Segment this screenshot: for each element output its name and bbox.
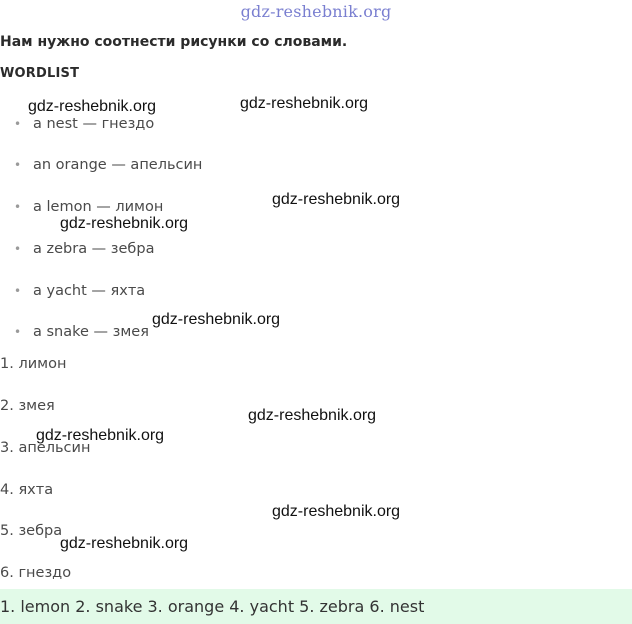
picture-item: 1. лимон xyxy=(0,356,67,372)
bullet-icon: • xyxy=(14,158,22,172)
list-item xyxy=(14,116,154,132)
word-pair: a lemon — лимон xyxy=(33,199,164,215)
watermark: gdz-reshebnik.org xyxy=(272,191,401,208)
list-item xyxy=(14,199,163,215)
list-item xyxy=(14,324,149,340)
list-item xyxy=(14,283,145,299)
word-pair: a yacht — яхта xyxy=(33,283,146,299)
watermark: gdz-reshebnik.org xyxy=(60,535,189,552)
watermark: gdz-reshebnik.org xyxy=(240,95,369,112)
watermark: gdz-reshebnik.org xyxy=(60,215,189,232)
bullet-icon: • xyxy=(14,242,22,256)
word-pair: a snake — змея xyxy=(33,324,149,340)
watermark: gdz-reshebnik.org xyxy=(272,503,401,520)
site-title-link[interactable]: gdz-reshebnik.org xyxy=(240,2,392,21)
bullet-icon: • xyxy=(14,117,22,131)
word-pair: a nest — гнездо xyxy=(33,116,155,132)
picture-item: 6. гнездо xyxy=(0,565,72,581)
watermark: gdz-reshebnik.org xyxy=(152,311,281,328)
picture-item: 3. апельсин xyxy=(0,440,91,456)
wordlist-heading: WORDLIST xyxy=(0,66,80,81)
answer-text: 1. lemon 2. snake 3. orange 4. yacht 5. zebra 6. nest xyxy=(0,597,425,616)
answer-box xyxy=(0,589,632,624)
list-item xyxy=(14,157,202,173)
picture-item: 2. змея xyxy=(0,398,55,414)
site-header xyxy=(0,2,632,21)
bullet-icon: • xyxy=(14,200,22,214)
picture-item: 5. зебра xyxy=(0,523,63,539)
watermark: gdz-reshebnik.org xyxy=(28,98,157,115)
list-item xyxy=(14,241,154,257)
picture-item: 4. яхта xyxy=(0,482,54,498)
watermark: gdz-reshebnik.org xyxy=(36,427,165,444)
word-pair: a zebra — зебра xyxy=(33,241,155,257)
watermark: gdz-reshebnik.org xyxy=(248,407,377,424)
task-title: Нам нужно соотнести рисунки со словами. xyxy=(0,34,348,50)
bullet-icon: • xyxy=(14,325,22,339)
word-pair: an orange — апельсин xyxy=(33,157,203,173)
bullet-icon: • xyxy=(14,284,22,298)
